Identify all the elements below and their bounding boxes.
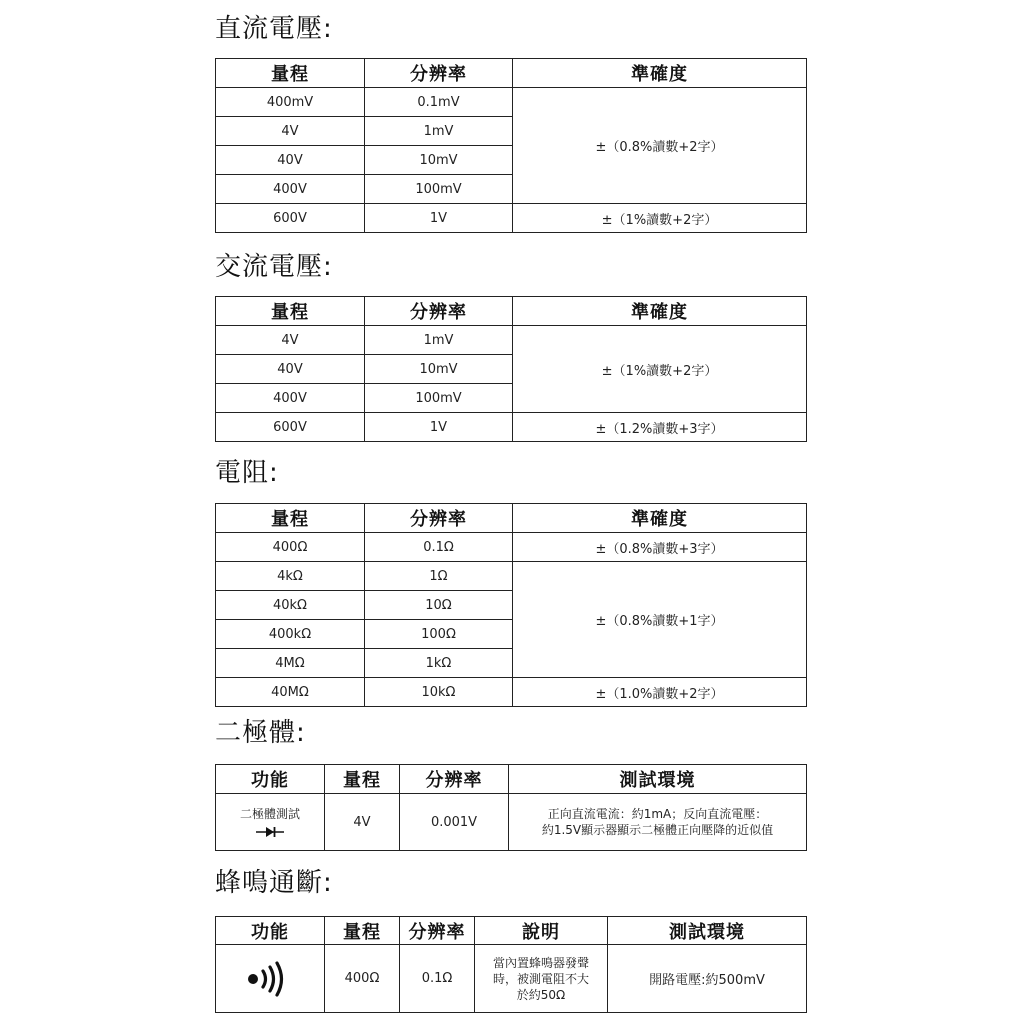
resistance-table <box>215 503 807 707</box>
header-test-environment: 測試環境 <box>509 765 807 794</box>
dc-voltage-table <box>215 58 807 233</box>
description-cell <box>475 945 608 1013</box>
accuracy-cell: ±（0.8%讀數+2字） <box>513 88 807 204</box>
section-title: 直流電壓: <box>215 14 333 44</box>
resolution-cell: 0.1Ω <box>365 533 513 562</box>
header-accuracy: 準確度 <box>513 297 807 326</box>
header-resolution: 分辨率 <box>365 504 513 533</box>
header-accuracy: 準確度 <box>513 504 807 533</box>
section-title: 交流電壓: <box>215 252 333 282</box>
header-description: 說明 <box>475 917 608 945</box>
accuracy-cell: ±（1%讀數+2字） <box>513 326 807 413</box>
accuracy-cell: ±（1%讀數+2字） <box>513 204 807 233</box>
table-row <box>216 678 807 707</box>
range-cell: 400Ω <box>325 945 400 1013</box>
accuracy-cell: ±（0.8%讀數+1字） <box>513 562 807 678</box>
resolution-cell: 1Ω <box>365 562 513 591</box>
range-cell: 4V <box>216 326 365 355</box>
env-line: 約1.5V顯示器顯示二極體正向壓降的近似值 <box>541 823 774 837</box>
range-cell: 4MΩ <box>216 649 365 678</box>
table-row <box>216 562 807 591</box>
resolution-cell: 1mV <box>365 326 513 355</box>
range-cell: 4V <box>325 794 400 851</box>
header-resolution: 分辨率 <box>400 765 509 794</box>
header-resolution: 分辨率 <box>365 297 513 326</box>
buzzer-sound-icon <box>242 959 298 999</box>
resolution-cell: 0.1Ω <box>400 945 475 1013</box>
table-row <box>216 88 807 117</box>
resolution-cell: 10mV <box>365 355 513 384</box>
range-cell: 4V <box>216 117 365 146</box>
resolution-cell: 1mV <box>365 117 513 146</box>
header-resolution: 分辨率 <box>400 917 475 945</box>
diode-icon <box>256 826 284 838</box>
section-title: 蜂鳴通斷: <box>215 868 333 898</box>
resolution-cell: 100mV <box>365 175 513 204</box>
range-cell: 400mV <box>216 88 365 117</box>
description-line: 於約50Ω <box>516 987 566 1002</box>
table-row <box>216 794 807 851</box>
resolution-cell: 10Ω <box>365 591 513 620</box>
function-cell <box>216 945 325 1013</box>
description-line: 當內置蜂鳴器發聲 <box>492 955 589 970</box>
resolution-cell: 1V <box>365 413 513 442</box>
header-range: 量程 <box>216 59 365 88</box>
test-environment-cell <box>509 794 807 851</box>
range-cell: 600V <box>216 204 365 233</box>
table-row <box>216 945 807 1013</box>
resolution-cell: 1V <box>365 204 513 233</box>
range-cell: 40V <box>216 146 365 175</box>
resolution-cell: 100mV <box>365 384 513 413</box>
function-cell <box>216 794 325 851</box>
resolution-cell: 0.001V <box>400 794 509 851</box>
range-cell: 400V <box>216 175 365 204</box>
diode-table <box>215 764 807 851</box>
accuracy-cell: ±（0.8%讀數+3字） <box>513 533 807 562</box>
ac-voltage-table <box>215 296 807 442</box>
range-cell: 40MΩ <box>216 678 365 707</box>
accuracy-cell: ±（1.0%讀數+2字） <box>513 678 807 707</box>
header-function: 功能 <box>216 917 325 945</box>
range-cell: 40V <box>216 355 365 384</box>
range-cell: 400V <box>216 384 365 413</box>
table-row <box>216 204 807 233</box>
header-range: 量程 <box>216 297 365 326</box>
header-range: 量程 <box>325 765 400 794</box>
function-label: 二極體測試 <box>239 807 300 821</box>
accuracy-cell: ±（1.2%讀數+3字） <box>513 413 807 442</box>
header-range: 量程 <box>216 504 365 533</box>
resolution-cell: 10kΩ <box>365 678 513 707</box>
header-resolution: 分辨率 <box>365 59 513 88</box>
range-cell: 400kΩ <box>216 620 365 649</box>
env-line: 正向直流電流：約1mA；反向直流電壓： <box>547 807 768 821</box>
header-range: 量程 <box>325 917 400 945</box>
header-test-environment: 測試環境 <box>608 917 807 945</box>
resolution-cell: 1kΩ <box>365 649 513 678</box>
range-cell: 400Ω <box>216 533 365 562</box>
continuity-table <box>215 916 807 1013</box>
test-environment-cell: 開路電壓:約500mV <box>608 945 807 1013</box>
resolution-cell: 0.1mV <box>365 88 513 117</box>
description-line: 時，被測電阻不大 <box>492 971 589 986</box>
section-title: 二極體: <box>215 718 306 748</box>
range-cell: 40kΩ <box>216 591 365 620</box>
range-cell: 4kΩ <box>216 562 365 591</box>
header-function: 功能 <box>216 765 325 794</box>
table-row <box>216 413 807 442</box>
resolution-cell: 100Ω <box>365 620 513 649</box>
range-cell: 600V <box>216 413 365 442</box>
header-accuracy: 準確度 <box>513 59 807 88</box>
resolution-cell: 10mV <box>365 146 513 175</box>
table-row <box>216 533 807 562</box>
section-title: 電阻: <box>215 458 279 488</box>
table-row <box>216 326 807 355</box>
